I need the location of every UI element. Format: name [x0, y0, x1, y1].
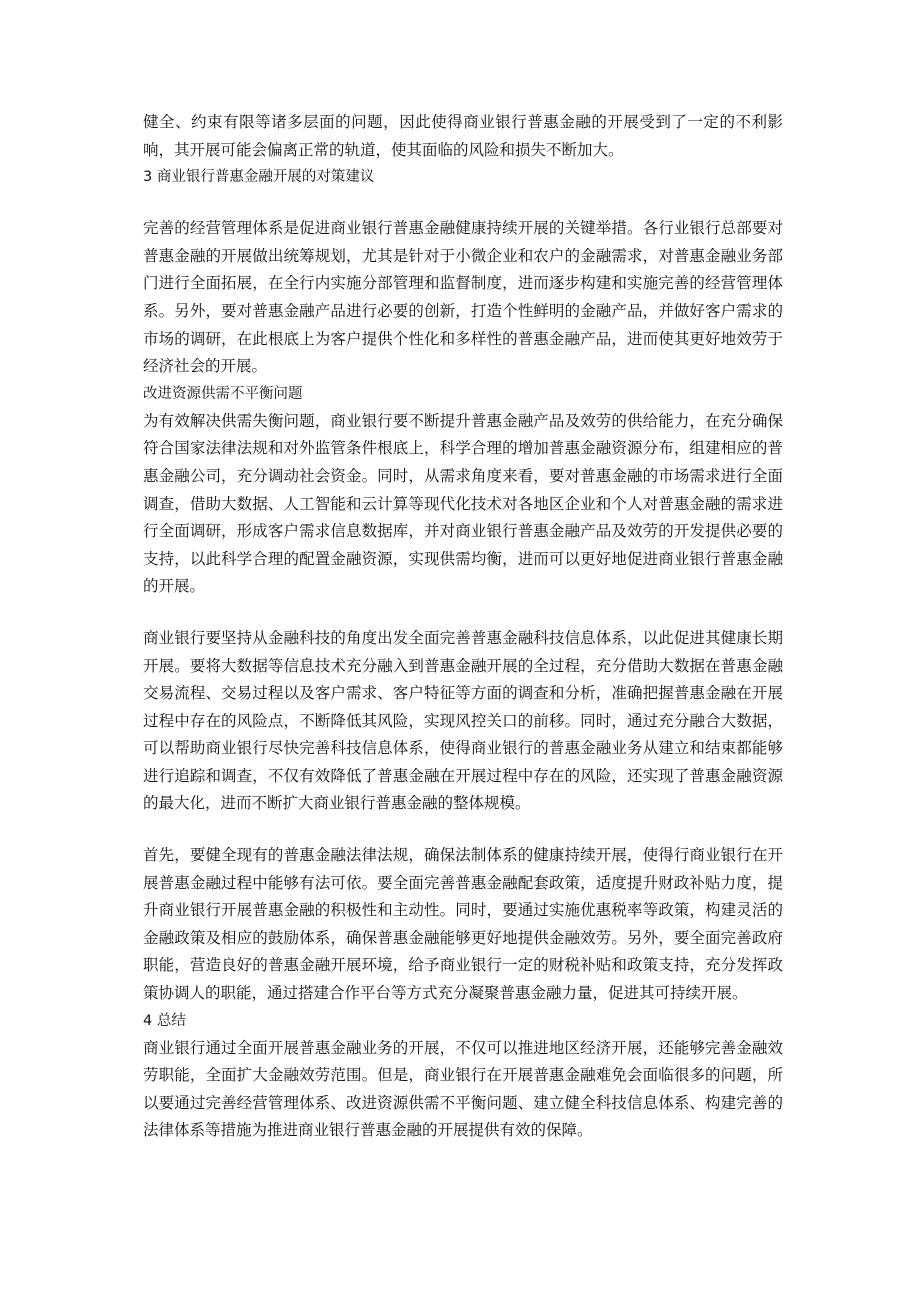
subheading-supply-demand: 改进资源供需不平衡问题	[143, 385, 303, 402]
paragraph-summary: 商业银行通过全面开展普惠金融业务的开展，不仅可以推进地区经济开展，还能够完善金融效劳职能，全面扩大金融效劳范围。但是，商业银行在开展普惠金融难免会面临很多的问题，所以要通过完善经营管理体系、改进资源供需不平衡问题、建立健全科技信息体系、构建完善的法律体系等措施为推进商业银行普惠金融的开展提供有效的保障。	[143, 1038, 783, 1140]
paragraph-risk-continuation: 健全、约束有限等诸多层面的问题，因此使得商业银行普惠金融的开展受到了一定的不利影响，其开展可能会偏离正常的轨道，使其面临的风险和损失不断加大。	[143, 113, 783, 159]
paragraph-supply-demand: 为有效解决供需失衡问题，商业银行要不断提升普惠金融产品及效劳的供给能力，在充分确保符合国家法律法规和对外监管条件根底上，科学合理的增加普惠金融资源分布，组建相应的普惠金融公司，充分调动社会资金。同时，从需求角度来看，要对普惠金融的市场需求进行全面调查，借助大数据、人工智能和云计算等现代化技术对各地区企业和个人对普惠金融的需求进行全面调研，形成客户需求信息数据库，并对商业银行普惠金融产品及效劳的开发提供必要的支持，以此科学合理的配置金融资源，实现供需均衡，进而可以更好地促进商业银行普惠金融的开展。	[143, 411, 783, 596]
spacer	[143, 191, 783, 215]
paragraph-legal-system: 首先，要健全现有的普惠金融法律法规，确保法制体系的健康持续开展，使得行商业银行在开展普惠金融过程中能够有法可依。要全面完善普惠金融配套政策，适度提升财政补贴力度，提升商业银行开展普惠金融的积极性和主动性。同时，要通过实施优惠税率等政策，构建灵活的金融政策及相应的鼓励体系，确保普惠金融能够更好地提供金融效劳。另外，要全面完善政府职能，营造良好的普惠金融开展环境，给予商业银行一定的财税补贴和政策支持，充分发挥政策协调人的职能，通过搭建合作平台等方式充分凝聚普惠金融力量，促进其可持续开展。	[143, 846, 783, 1003]
section-heading-4: 4 总结	[143, 1012, 186, 1029]
document-page	[143, 109, 783, 1145]
paragraph-fintech: 商业银行要坚持从金融科技的角度出发全面完善普惠金融科技信息体系，以此促进其健康长期开展。要将大数据等信息技术充分融入到普惠金融开展的全过程，充分借助大数据在普惠金融交易流程、交易过程以及客户需求、客户特征等方面的调查和分析，准确把握普惠金融在开展过程中存在的风险点，不断降低其风险，实现风控关口的前移。同时，通过充分融合大数据，可以帮助商业银行尽快完善科技信息体系，使得商业银行的普惠金融业务从建立和结束都能够进行追踪和调查，不仅有效降低了普惠金融在开展过程中存在的风险，还实现了普惠金融资源的最大化，进而不断扩大商业银行普惠金融的整体规模。	[143, 628, 783, 813]
spacer	[143, 818, 783, 842]
spacer	[143, 601, 783, 625]
section-heading-3: 3 商业银行普惠金融开展的对策建议	[143, 169, 375, 186]
paragraph-management-system: 完善的经营管理体系是促进商业银行普惠金融健康持续开展的关键举措。各行业银行总部要对普惠金融的开展做出统筹规划，尤其是针对于小微企业和农户的金融需求，对普惠金融业务部门进行全面拓展，在全行内实施分部管理和监督制度，进而逐步构建和实施完善的经营管理体系。另外，要对普惠金融产品进行必要的创新，打造个性鲜明的金融产品，并做好客户需求的市场的调研，在此根底上为客户提供个性化和多样性的普惠金融产品，进而使其更好地效劳于经济社会的开展。	[143, 219, 783, 376]
